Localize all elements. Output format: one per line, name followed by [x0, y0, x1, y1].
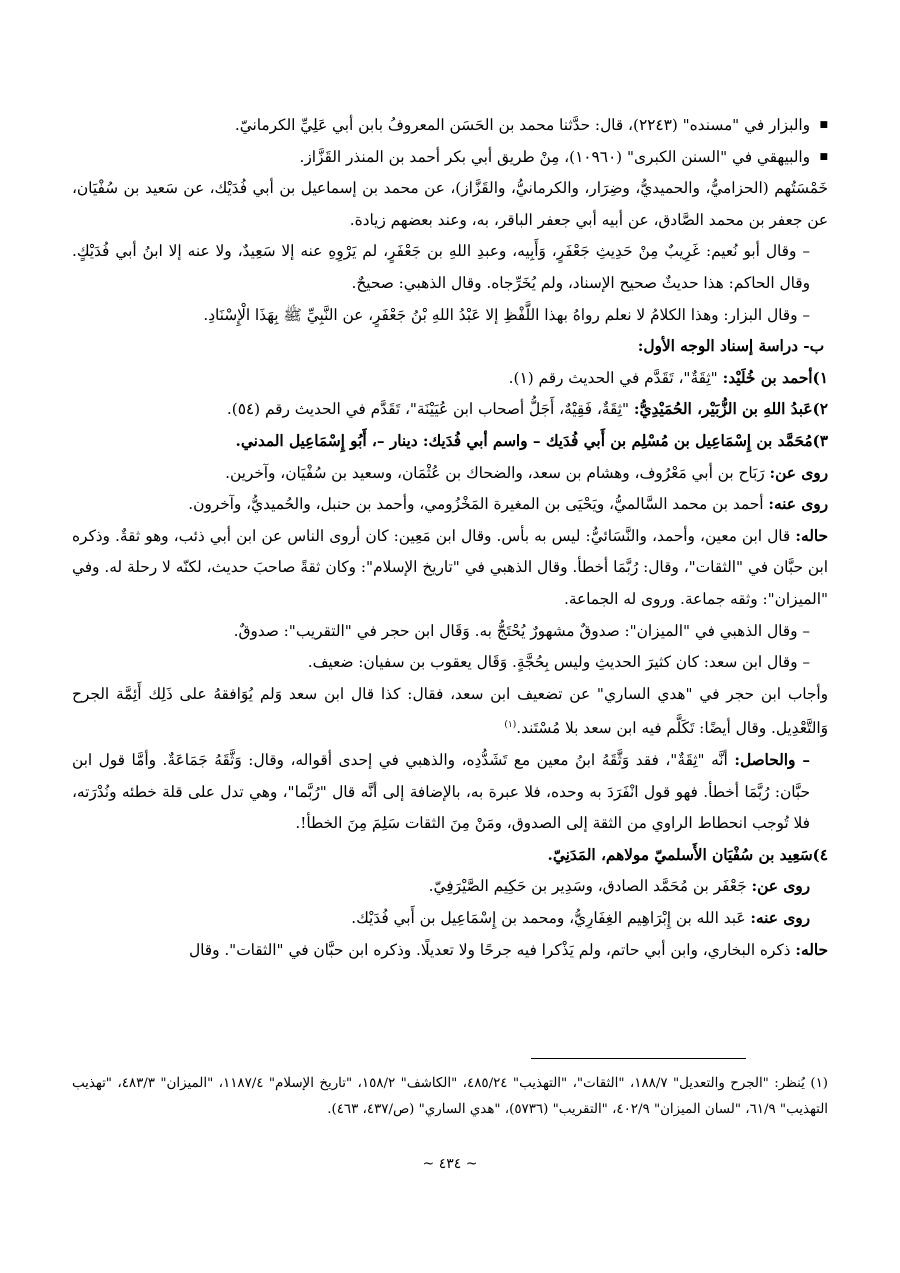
narrator-3-conclusion-label: – والحاصل:	[734, 750, 810, 769]
narrator-3-status	[72, 521, 828, 616]
narrator-3-status-label: حاله:	[795, 526, 828, 545]
narrator-2-num: ٢)	[812, 400, 828, 419]
section-title: ب- دراسة إسناد الوجه الأول:	[637, 337, 824, 356]
narrator-4-teachers-text: جَعْفَر بن مُحَمَّد الصادق، وسَدِير بن حَكِيم الصَّيْرَفِيّ.	[428, 877, 752, 896]
narrator-3-students-text: أحمد بن محمد السَّالميُّ، ويَحْيَى بن المغيرة المَخْزُومي، وأحمد بن حنبل، والحُميديُّ، وآخرون.	[188, 495, 769, 514]
page-number: ~ ٤٣٤ ~	[422, 1156, 478, 1172]
narrator-3-ibn-saad: – وقال ابن سعد: كان كثيرَ الحديثِ وليس بِحُجَّةٍ. وَقَال يعقوب بن سفيان: ضعيف.	[307, 653, 810, 672]
narrator-3-reply-text: وأجاب ابن حجر في "هدي الساري" عن تضعيف ابن سعد، فقال: كذا قال ابن سعد وَلم يُوَافقهُ على ذَلِك أَئِمَّة الجرح وَالتَّعْدِيل. وقال أيضًا: تَكَلَّم فيه ابن سعد بلا مُسْتَند.	[72, 684, 828, 738]
narrator-1-text: "ثِقَةٌ"، تَقَدَّم في الحديث رقم (١).	[508, 368, 723, 387]
narrator-3-conclusion-text: أنَّه "ثِقَةٌ"، فقد وَثَّقَهُ ابنُ معين مع تَشَدُّدِه، والذهبي في إحدى أقواله، وقال: وَثَّقَهُ جَمَاعَةٌ. وأمَّا قول ابن حبَّان: رُبَّمَا أخطأ. فهو قول انْفَرَدَ به وحده، فلا عبرة به، بالإضافة إلى أنَّه قال "رُبَّما"، وهي تدل على قلة خطئه ونُدْرَته، فلا تُوجب انحطاط الراوي من الثقة إلى الصدوق، ومَنْ مِنَ الثقات سَلِمَ مِنَ الخطأ!.	[72, 750, 810, 833]
narrator-4-students-text: عَبد الله بن إِبْرَاهِيم الغِفَارِيُّ، ومحمد بن إِسْمَاعِيل بن أَبي فُدَيْك.	[351, 908, 751, 927]
narrator-3-reply	[72, 679, 828, 745]
narrator-1	[72, 363, 828, 395]
narrator-4-teachers-label: روى عن:	[751, 877, 810, 896]
narrator-1-name: أحمد بن خُلَيْد:	[722, 368, 813, 387]
narrator-4-students-label: روى عنه:	[750, 908, 810, 927]
document-body	[72, 110, 828, 966]
narrator-3-teachers	[72, 458, 828, 490]
narrator-4-status	[72, 935, 828, 967]
narrator-3-title: مُحَمَّد بن إِسْمَاعِيل بن مُسْلِم بن أَبي فُدَيك – واسم أبي فُدَيك: دينار –، أَبُو إِسْمَاعِيل المدني.	[235, 431, 813, 450]
narrator-3-students	[72, 489, 828, 521]
narrator-3-num: ٣)	[812, 431, 828, 450]
narrator-1-num: ١)	[812, 368, 828, 387]
footnote-ref[interactable]: (١)	[504, 720, 517, 731]
footnote-divider	[531, 1058, 746, 1059]
narrator-3-status-text: قال ابن معين، وأحمد، والنَّسَائيُّ: ليس به بأس. وقال ابن مَعِين: كان أروى الناس عن ابن أبي ذئب، وهو ثقةٌ. وذكره ابن حبَّان في "الثقات"، وقال: رُبَّمَا أخطأ. وقال الذهبي في "تاريخ الإسلام": وكان ثقةً صاحبَ حديث، لكنّه لا رحلة له. وفي "الميزان": وثقه جماعة. وروى له الجماعة.	[72, 526, 828, 608]
narrator-4-num: ٤)	[812, 845, 828, 864]
narrator-3-teachers-text: رَبَاح بن أبي مَعْرُوف، وهشام بن سعد، والضحاك بن عُثْمَان، وسعيد بن سُفْيَان، وآخرين.	[225, 463, 770, 482]
narrator-3-teachers-label: روى عن:	[769, 463, 828, 482]
narrator-3-dhahabi: – وقال الذهبي في "الميزان": صدوقٌ مشهورٌ يُحْتَجُّ به. وَقَال ابن حجر في "التقريب": صدوقٌ.	[233, 621, 810, 640]
narrator-4-students	[72, 903, 828, 935]
narrator-2-text: "ثِقَةٌ، فَقِيْهٌ، أَجَلُّ أصحاب ابن عُيَيْنَة"، تَقَدَّم في الحديث رقم (٥٤).	[226, 400, 634, 419]
narrator-4-teachers	[72, 871, 828, 903]
source-bayhaqi: ■ والبيهقي في "السنن الكبرى" (١٠٩٦٠)، مِنْ طريق أبي بكر أحمد بن المنذر القَزَّاز.	[72, 142, 828, 174]
narrator-4-status-text: ذكره البخاري، وابن أبي حاتم، ولم يَذْكرا فيه جرحًا ولا تعديلًا. وذكره ابن حبَّان في "الثقات". وقال	[188, 940, 796, 959]
quote-bazzar: – وقال البزار: وهذا الكلامُ لا نعلم رواهُ بهذا اللَّفْظِ إلا عَبْدُ اللهِ بْنُ جَعْفَرٍ، عن النَّبِيِّ ﷺ بِهَذَا الْإِسْنَادِ.	[203, 305, 810, 324]
narrator-3-heading	[72, 426, 828, 458]
narrator-2	[72, 394, 828, 426]
narrator-4-title: سَعِيد بن سُفْيَان الأَسلميّ مولاهم، المَدَنِيّ.	[547, 845, 813, 864]
narrator-3-students-label: روى عنه:	[768, 495, 828, 514]
narrator-3-conclusion	[72, 745, 828, 840]
footnotes	[72, 1071, 828, 1123]
quote-abu-nuaym: – وقال أبو نُعيم: غَرِيبٌ مِنْ حَدِيثِ جَعْفَرٍ، وَأَبِيه، وعبدِ اللهِ بن جَعْفَرٍ، لم يَرْوِهِ عنه إلا سَعِيدٌ، ولا عنه إلا ابنُ أبي فُدَيْكٍ. وقال الحاكم: هذا حديثٌ صحيح الإسناد، ولم يُخَرِّجاه. وقال الذهبي: صحيحٌ.	[72, 242, 810, 292]
narrator-2-name: عَبدُ اللهِ بن الزُّبَيْر، الحُمَيْدِيُّ:	[633, 400, 813, 419]
narrator-4-heading	[72, 840, 828, 872]
summary-paragraph: خَمْسَتُهم (الحزاميُّ، والحميديُّ، وضِرَار، والكرمانيُّ، والقَزَّاز)، عن محمد بن إسماعيل بن أبي فُدَيْك، عن سَعيد بن سُفْيَان، عن جعفر بن محمد الصَّادق، عن أبيه أبي جعفر الباقر، به، وعند بعضهم زيادة.	[72, 179, 828, 229]
footnote-1: (١) يُنظر: "الجرح والتعديل" ١٨٨/٧، "الثقات"، "التهذيب" ٤٨٥/٢٤، "الكاشف" ١٥٨/٢، "تاريخ الإسلام" ١١٨٧/٤، "الميزان" ٤٨٣/٣، "تهذيب التهذيب" ٦١/٩، "لسان الميزان" ٤٠٢/٩، "التقريب" (٥٧٣٦)، "هدي الساري" (ص/٤٣٧، ٤٦٣).	[72, 1076, 828, 1117]
source-bazzar: ■ والبزار في "مسنده" (٢٢٤٣)، قال: حدَّثنا محمد بن الحَسَن المعروفُ بابن أبي عَلِيِّ الكرمانيّ.	[72, 110, 828, 142]
narrator-4-status-label: حاله:	[795, 940, 828, 959]
